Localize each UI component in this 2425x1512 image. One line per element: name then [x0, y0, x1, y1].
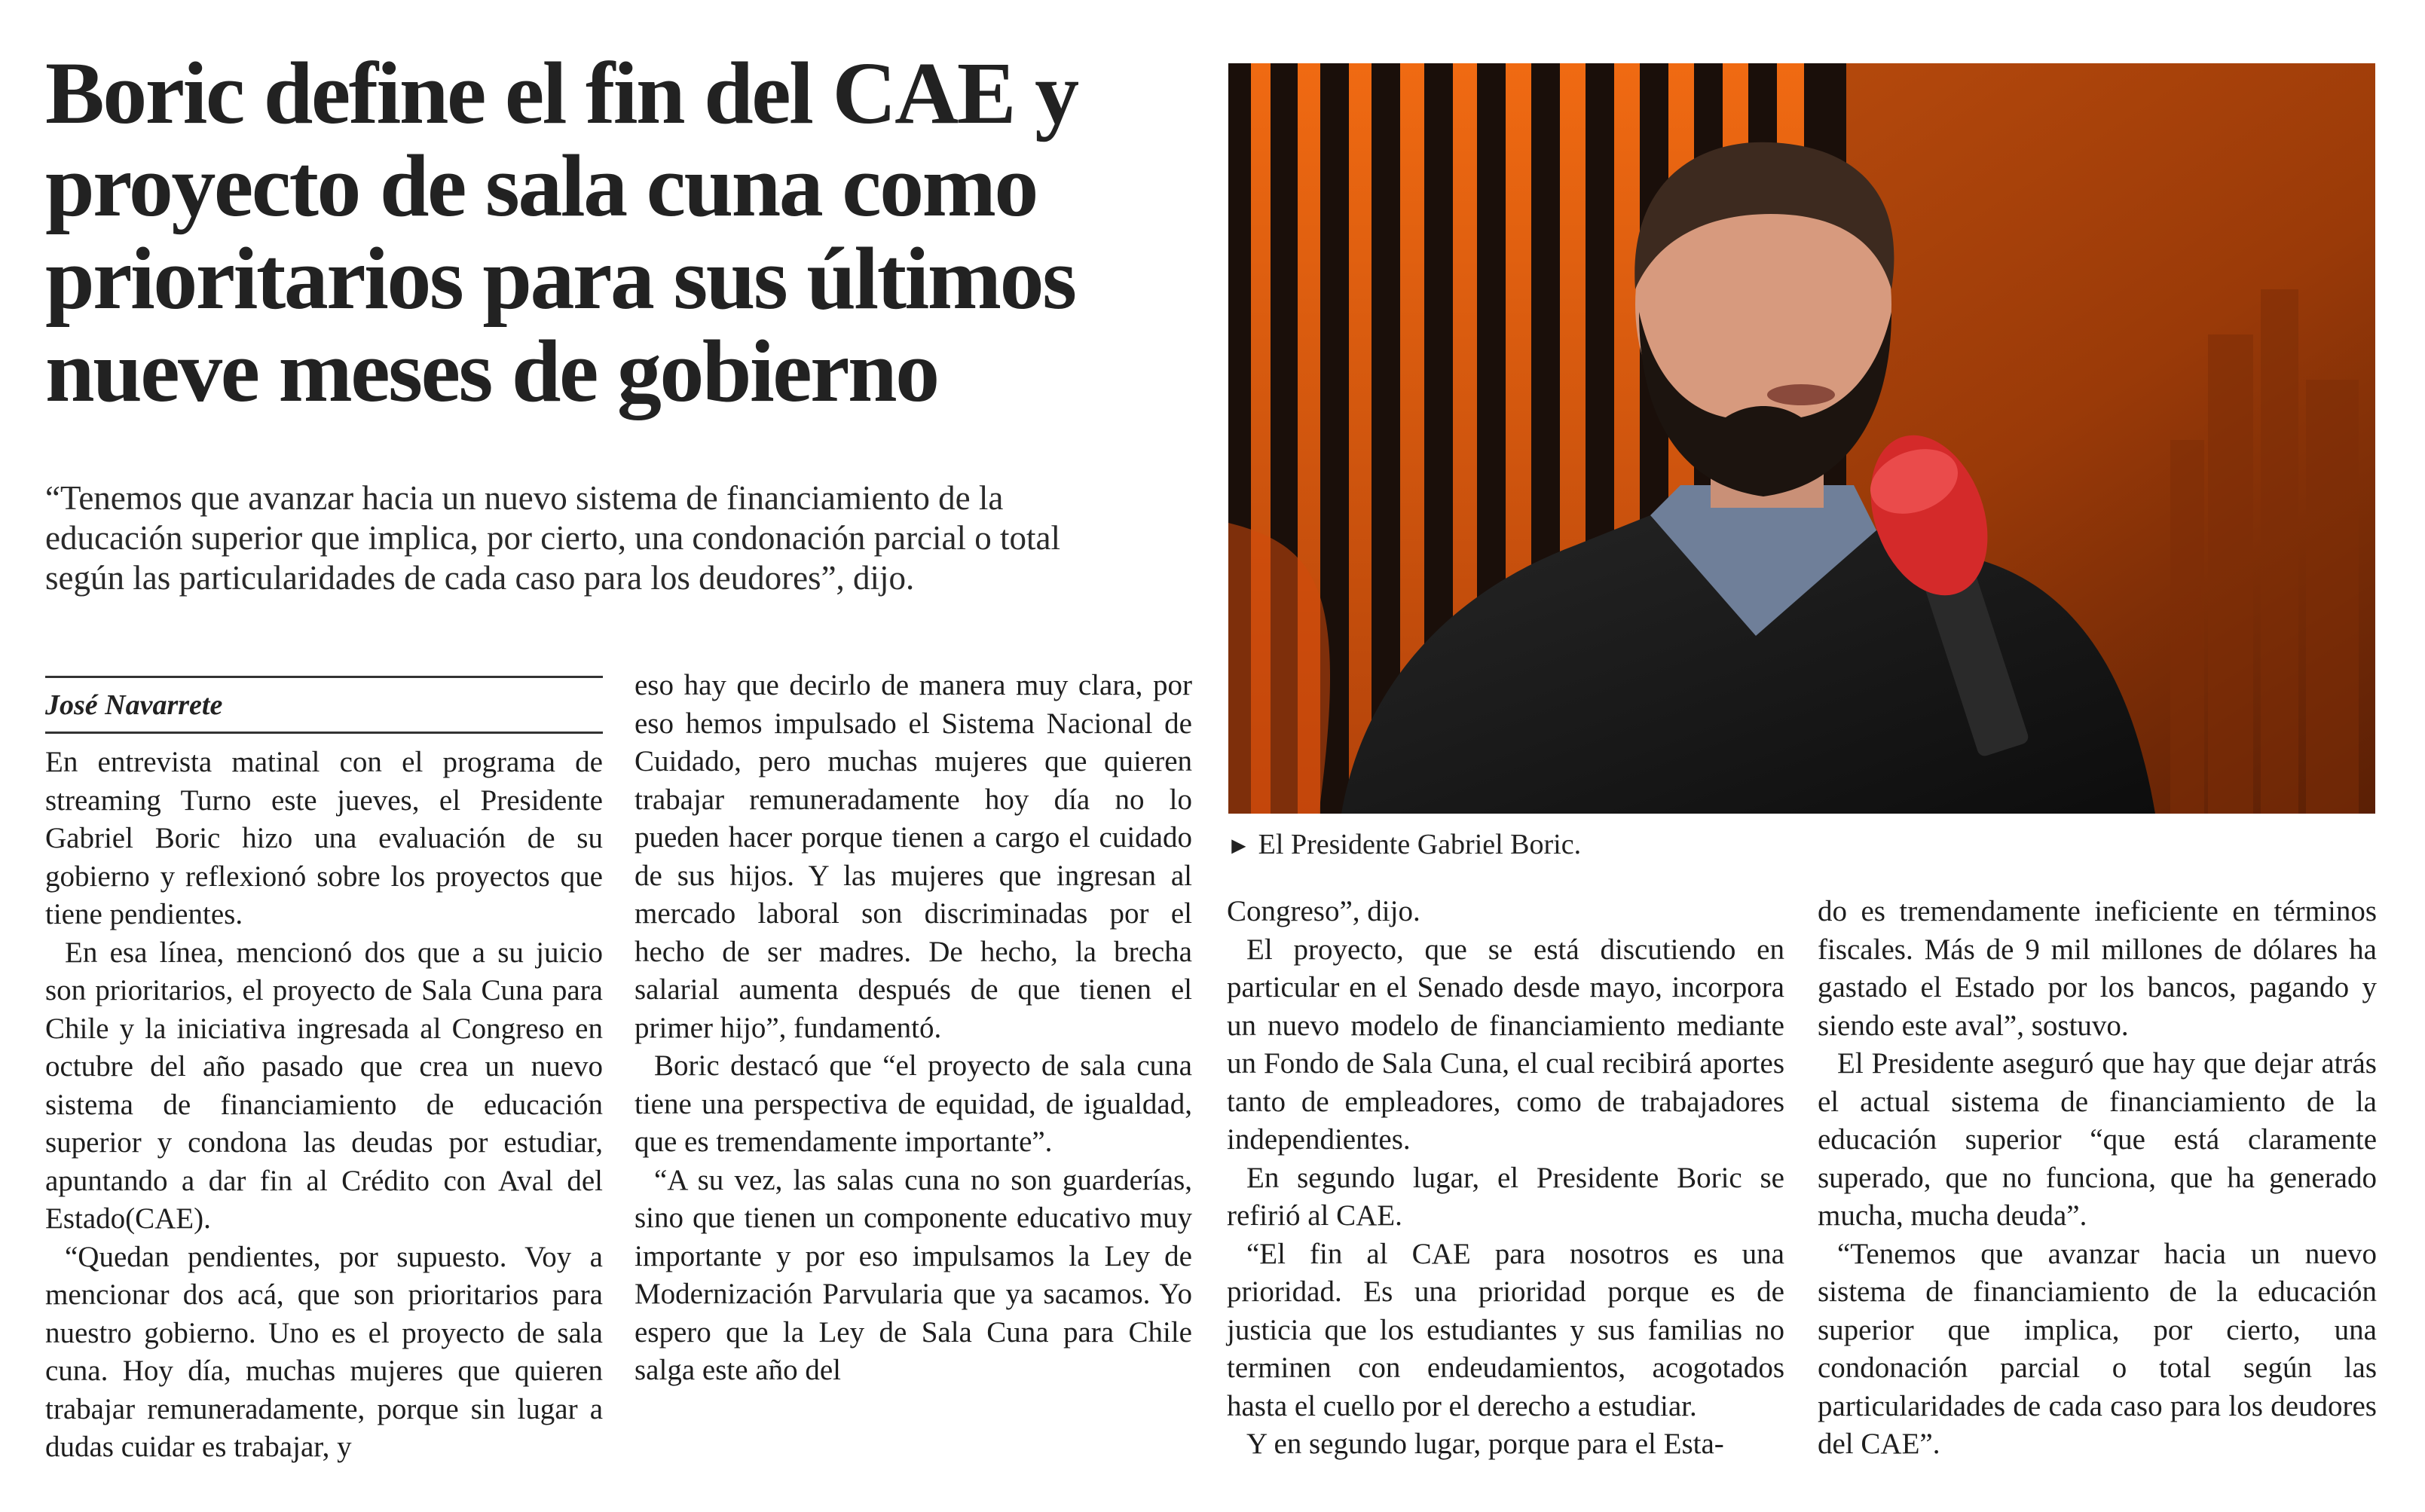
paragraph: Boric destacó que “el proyecto de sala cuna tiene una perspectiva de equidad, de igualdad, que es tremendamente importante”.: [635, 1049, 1192, 1158]
lead-quote: “Tenemos que avanzar hacia un nuevo sistema de financiamiento de la educación superior que implica, por cierto, una condonación parcial o total según las particularidades de cada caso para los deudores”, dijo.: [45, 479, 1060, 597]
article-column-1: [45, 744, 603, 1467]
photo-caption: [1227, 827, 2357, 863]
president-photo: [1228, 63, 2375, 814]
paragraph: “Tenemos que avanzar hacia un nuevo sistema de financiamiento de la educación superior que implica, por cierto, una condonación parcial o total según las particularidades de cada caso para los deudores del CAE”.: [1818, 1237, 2377, 1460]
paragraph: “El fin al CAE para nosotros es una prioridad. Es una prioridad porque es de justicia que los estudiantes y sus familias no terminen con endeudamientos, acogotados hasta el cuello por el derecho a estudiar.: [1227, 1237, 1784, 1422]
paragraph: En esa línea, mencionó dos que a su juicio son prioritarios, el proyecto de Sala Cuna para Chile y la iniciativa ingresada al Congreso en octubre del año pasado que crea un nuevo sistema de financiamiento de educación superior y condona las deudas por estudiar, apuntando a dar fin al Crédito con Aval del Estado(CAE).: [45, 936, 603, 1235]
paragraph: do es tremendamente ineficiente en términos fiscales. Más de 9 mil millones de dólares ha gastado el Estado por los bancos, pagando y siendo este aval”, sostuvo.: [1818, 895, 2377, 1042]
paragraph: Congreso”, dijo.: [1227, 895, 1420, 927]
byline-author: José Navarrete: [45, 676, 603, 734]
article-column-4: [1818, 893, 2377, 1464]
article-column-3: [1227, 893, 1784, 1464]
article-column-2: [635, 667, 1192, 1390]
paragraph: Y en segundo lugar, porque para el Esta-: [1246, 1428, 1724, 1460]
caption-text: El Presidente Gabriel Boric.: [1258, 829, 1582, 860]
paragraph: El Presidente aseguró que hay que dejar atrás el actual sistema de financiamiento de la educación superior “que está claramente superado, que no funciona, que ha generado mucha, mucha deuda”.: [1818, 1047, 2377, 1232]
paragraph: “A su vez, las salas cuna no son guarderías, sino que tienen un componente educativo muy importante y por eso impulsamos la Ley de Modernización Parvularia que ya sacamos. Yo espero que la Ley de Sala Cuna para Chile salga este año del: [635, 1163, 1192, 1386]
headline: Boric define el fin del CAE y proyecto de sala cuna como prioritarios para sus últimos nueve meses de gobierno: [45, 44, 1078, 420]
paragraph: eso hay que decirlo de manera muy clara, por eso hemos impulsado el Sistema Nacional de Cuidado, pero muchas mujeres que quieren trabajar remuneradamente hoy día no lo pueden hacer porque tienen a cargo el cuidado de sus hijos. Y las mujeres que ingresan al mercado laboral son discriminadas por el hecho de ser madres. De hecho, la brecha salarial aumenta después de que tienen el primer hijo”, fundamentó.: [635, 669, 1192, 1044]
paragraph: En segundo lugar, el Presidente Boric se refirió al CAE.: [1227, 1161, 1784, 1232]
caption-triangle-icon: ►: [1227, 832, 1251, 859]
paragraph: El proyecto, que se está discutiendo en particular en el Senado desde mayo, incorpora un nuevo modelo de financiamiento mediante un Fondo de Sala Cuna, el cual recibirá aportes tanto de empleadores, como de trabajadores independientes.: [1227, 933, 1784, 1156]
paragraph: En entrevista matinal con el programa de streaming Turno este jueves, el Presidente Gabriel Boric hizo una evaluación de su gobierno y reflexionó sobre los proyectos que tiene pendientes.: [45, 746, 603, 930]
paragraph: “Quedan pendientes, por supuesto. Voy a mencionar dos acá, que son prioritarios para nuestro gobierno. Uno es el proyecto de sala cuna. Hoy día, muchas mujeres que quieren trabajar remuneradamente, porque sin lugar a dudas cuidar es trabajar, y: [45, 1240, 603, 1463]
